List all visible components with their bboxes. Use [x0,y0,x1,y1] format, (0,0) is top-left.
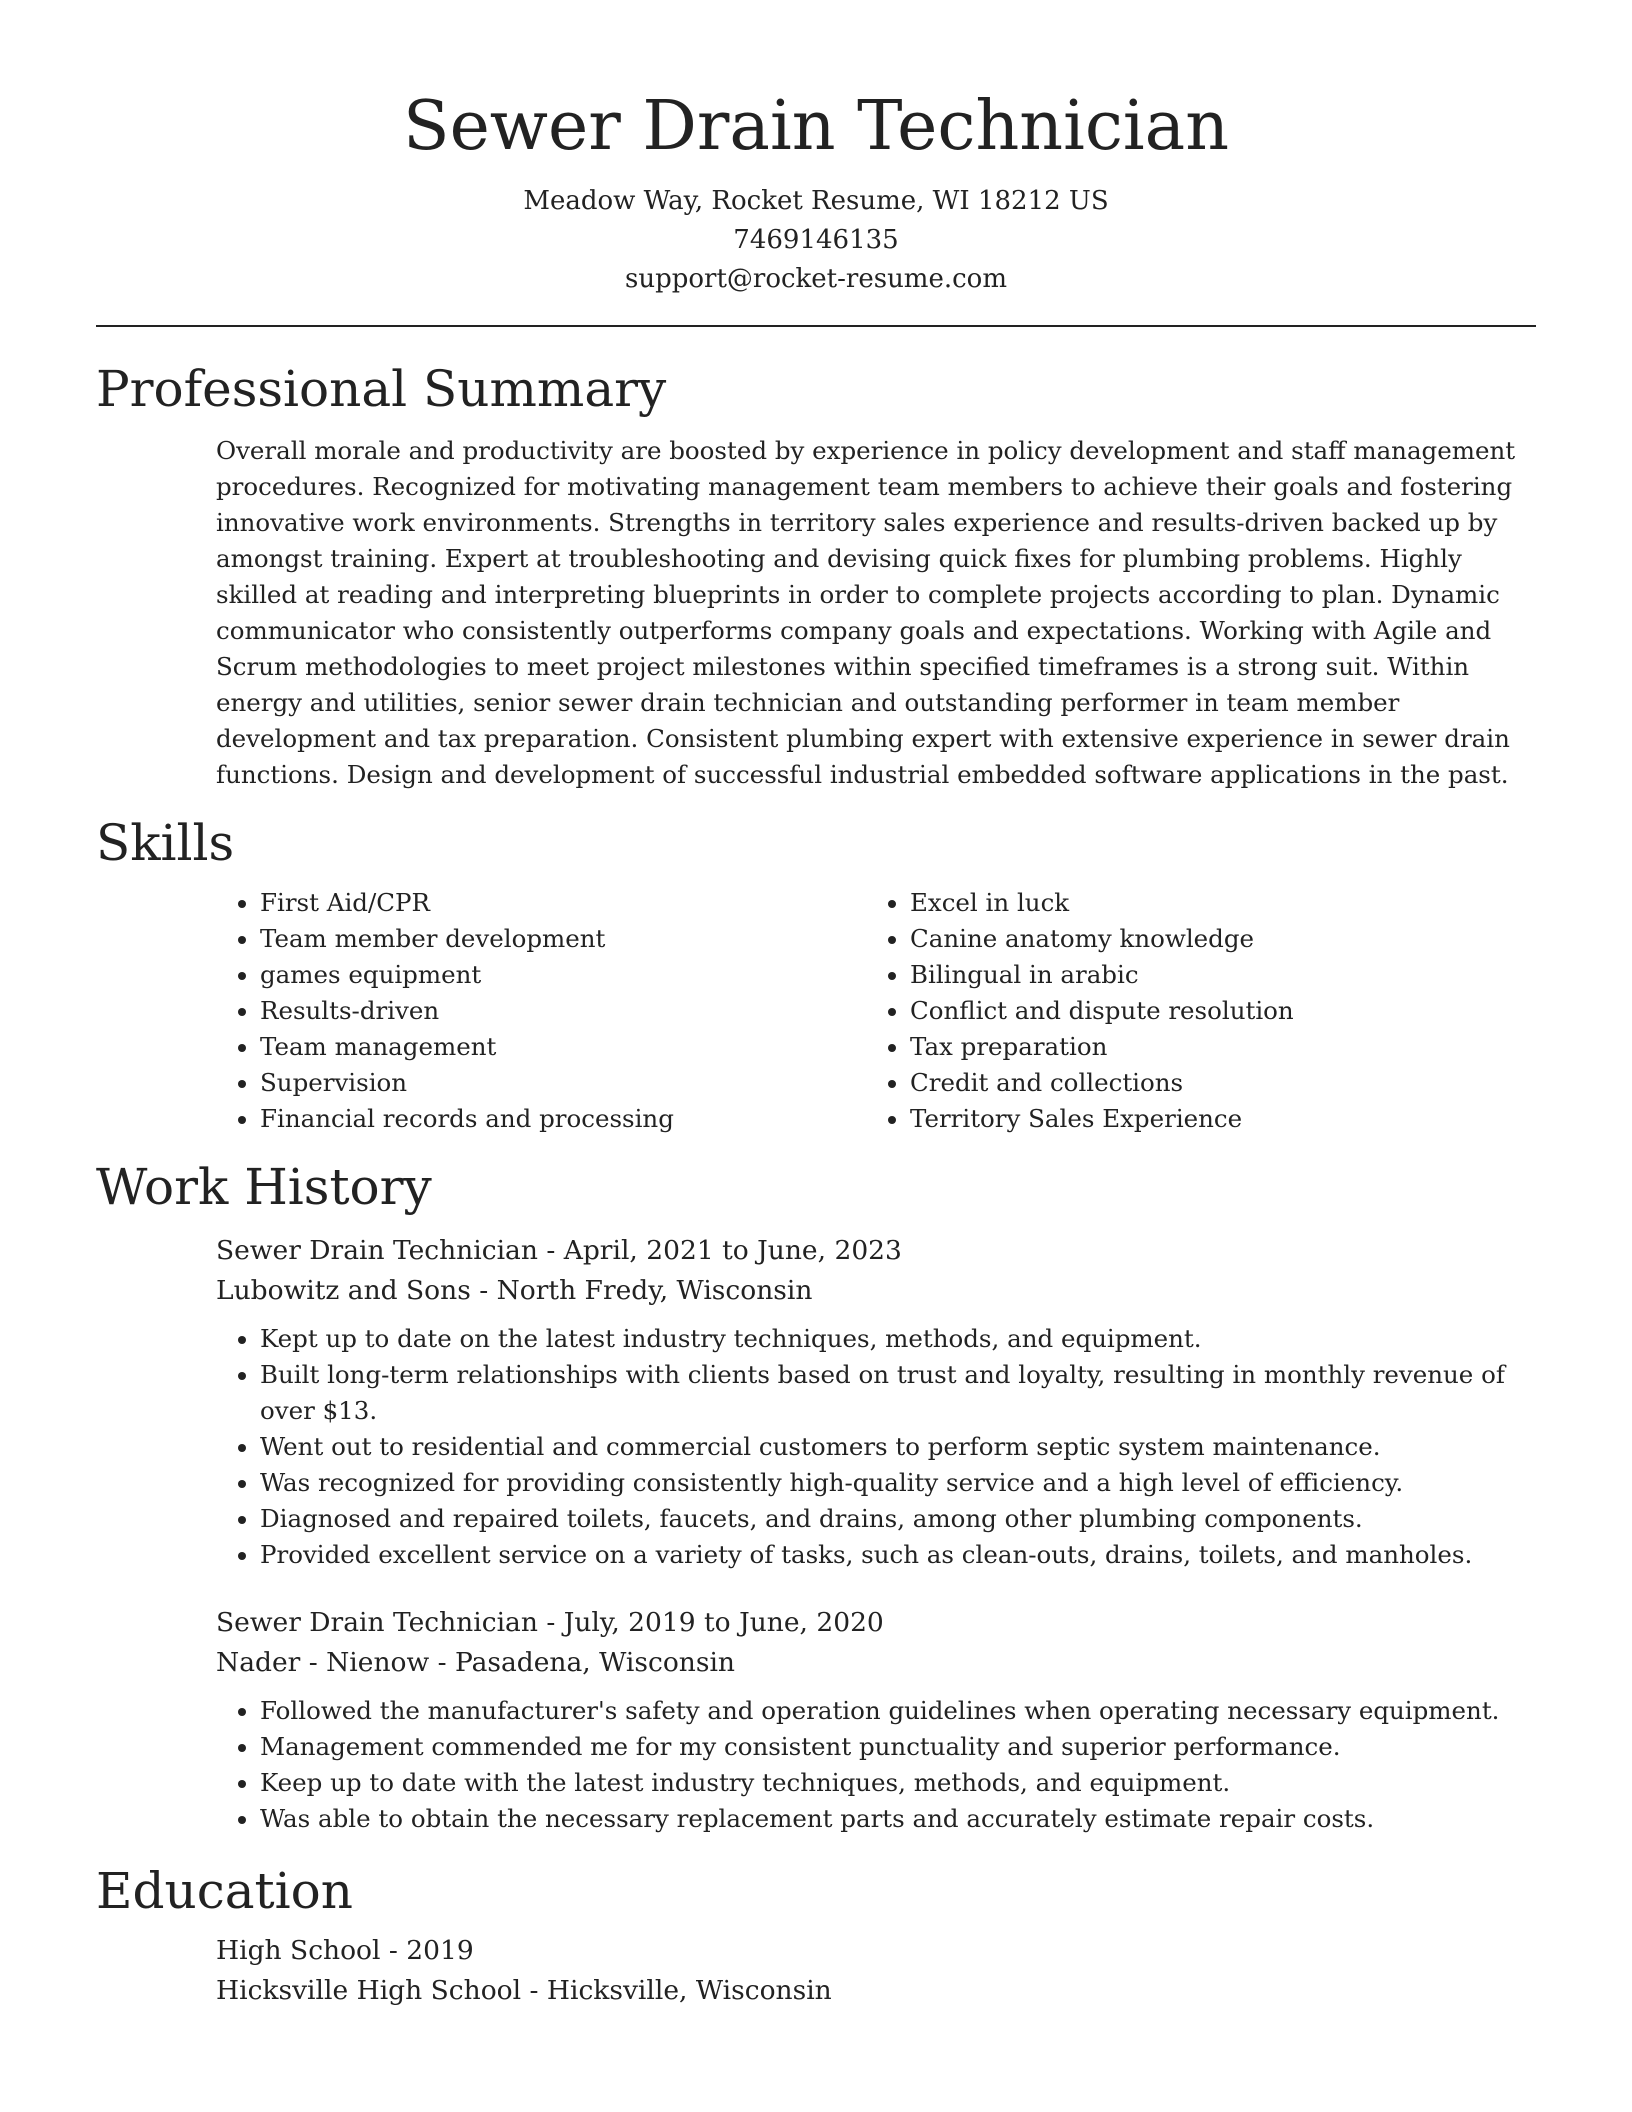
header-divider [96,325,1536,327]
skill-item: • Results-driven [260,993,866,1029]
skills-grid [216,885,1536,1137]
skill-item: • Supervision [260,1065,866,1101]
resume-header [96,0,1536,299]
job-bullet: • Was recognized for providing consistently high-quality service and a high level of efficiency. [260,1465,1536,1501]
job-bullets [216,1321,1536,1573]
job-bullet: • Keep up to date with the latest industry techniques, methods, and equipment. [260,1765,1536,1801]
phone: 7469146135 [733,225,899,255]
job-bullet: • Kept up to date on the latest industry techniques, methods, and equipment. [260,1321,1536,1357]
skill-item: • Credit and collections [910,1065,1516,1101]
skill-item: • Team management [260,1029,866,1065]
professional-summary-section [96,359,1536,793]
address: Meadow Way, Rocket Resume, WI 18212 US [523,186,1109,216]
job-bullet: • Management commended me for my consistent punctuality and superior performance. [260,1729,1536,1765]
section-title-skills: Skills [96,814,235,872]
skill-item: • Excel in luck [910,885,1516,921]
contact-info [96,182,1536,299]
job-entry [216,1603,1536,1837]
job-bullets [216,1693,1536,1837]
skill-item: • Team member development [260,921,866,957]
skills-list-left [216,885,866,1137]
skill-item: • Conflict and dispute resolution [910,993,1516,1029]
education-degree-year: High School - 2019 [216,1935,474,1966]
job-bullet: • Followed the manufacturer's safety and operation guidelines when operating necessary equipment. [260,1693,1536,1729]
skill-item: • Canine anatomy knowledge [910,921,1516,957]
job-company-location: Lubowitz and Sons - North Fredy, Wisconsin [216,1275,813,1306]
job-bullet: • Diagnosed and repaired toilets, faucets, and drains, among other plumbing components. [260,1501,1536,1537]
skill-item: • Financial records and processing [260,1101,866,1137]
skill-item: • Tax preparation [910,1029,1516,1065]
job-entry [216,1231,1536,1573]
summary-text: Overall morale and productivity are boosted by experience in policy development and staff management procedures. Recognized for motivating management team members to achieve their goals and fostering innovative work environments. Strengths in territory sales experience and results-driven backed up by amongst training. Expert at troubleshooting and devising quick fixes for plumbing problems. Highly skilled at reading and interpreting blueprints in order to complete projects according to plan. Dynamic communicator who consistently outperforms company goals and expectations. Working with Agile and Scrum methodologies to meet project milestones within specified timeframes is a strong suit. Within energy and utilities, senior sewer drain technician and outstanding performer in team member development and tax preparation. Consistent plumbing expert with extensive experience in sewer drain functions. Design and development of successful industrial embedded software applications in the past. [216,436,1516,789]
skills-section [96,813,1536,1137]
skill-item: • Bilingual in arabic [910,957,1516,993]
job-bullet: • Was able to obtain the necessary replacement parts and accurately estimate repair costs. [260,1801,1536,1837]
skill-item: • Territory Sales Experience [910,1101,1516,1137]
job-company-location: Nader - Nienow - Pasadena, Wisconsin [216,1647,736,1678]
job-bullet: • Provided excellent service on a variety of tasks, such as clean-outs, drains, toilets, and manholes. [260,1537,1536,1573]
skill-item: • games equipment [260,957,866,993]
section-title-summary: Professional Summary [96,360,667,418]
education-section [96,1861,1536,2011]
skills-list-right [866,885,1516,1137]
job-title-dates: Sewer Drain Technician - July, 2019 to June, 2020 [216,1607,884,1638]
section-title-education: Education [96,1862,353,1920]
job-bullet: • Built long-term relationships with clients based on trust and loyalty, resulting in monthly revenue of over $13. [260,1357,1536,1429]
work-history-section [96,1157,1536,1837]
job-title-dates: Sewer Drain Technician - April, 2021 to June, 2023 [216,1235,902,1266]
section-title-work: Work History [96,1158,432,1216]
education-school-location: Hicksville High School - Hicksville, Wisconsin [216,1975,832,2006]
job-bullet: • Went out to residential and commercial customers to perform septic system maintenance. [260,1429,1536,1465]
candidate-name: Sewer Drain Technician [402,87,1230,166]
email: support@rocket-resume.com [624,264,1007,294]
skill-item: • First Aid/CPR [260,885,866,921]
